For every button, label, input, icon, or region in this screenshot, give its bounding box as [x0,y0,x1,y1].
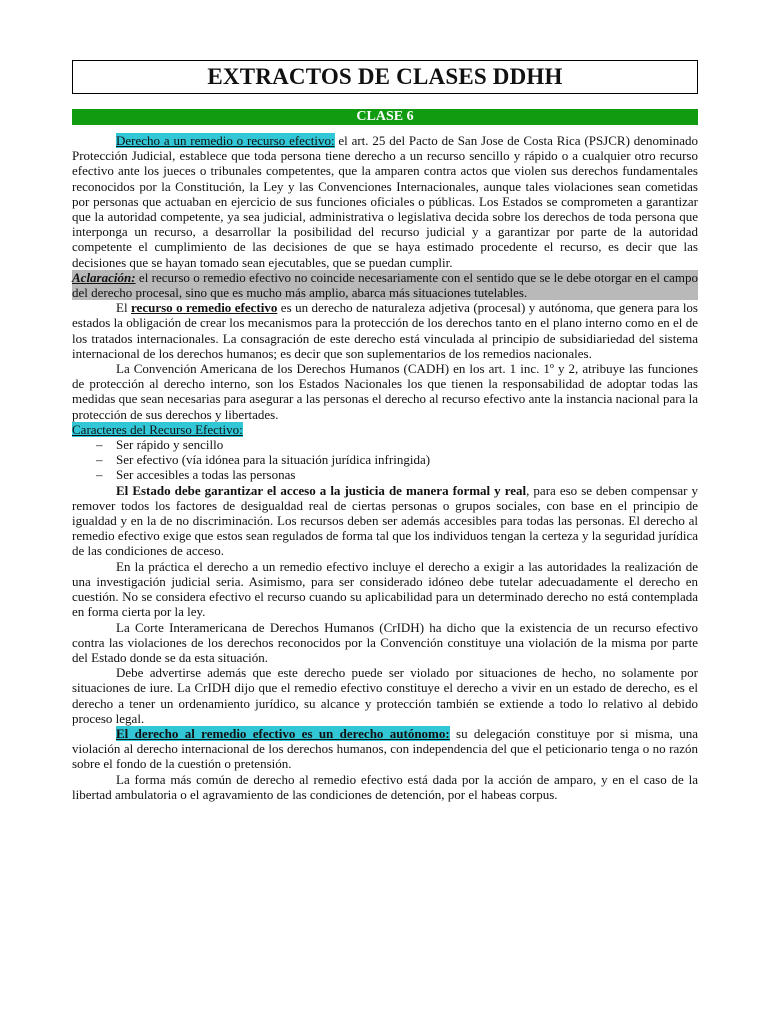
paragraph-text: El [116,300,132,316]
paragraph-derecho-autonomo [72,726,698,772]
bold-term: recurso o remedio efectivo [131,300,278,316]
document-page [72,60,698,802]
highlighted-heading: Derecho a un remedio o recurso efectivo: [116,133,335,148]
list-item: – Ser efectivo (vía idónea para la situación jurídica infringida) [96,452,698,467]
paragraph-recurso-efectivo [72,133,698,270]
paragraph-text: el recurso o remedio efectivo no coincide necesariamente con el sentido que se le debe otorgar en el campo del derecho procesal, sino que es mucho más amplio, abarca más situaciones tutelables. [72,269,698,301]
paragraph-amparo: La forma más común de derecho al remedio efectivo está dada por la acción de amparo, y en el caso de la libertad ambulatoria o el agravamiento de las condiciones de detención, por el habeas corpus. [72,771,698,802]
document-title: EXTRACTOS DE CLASES DDHH [72,60,698,94]
paragraph-cadh: La Convención Americana de los Derechos Humanos (CADH) en los art. 1 inc. 1º y 2, atribuye las funciones de protección al derecho interno, son los Estados Nacionales los que tienen la responsabilidad de adoptar todas las medidas que sean necesarias para asegurar a las personas el derecho al recurso efectivo ante la instancia nacional para la protección de sus derechos y libertades. [72,361,698,422]
clase-banner: CLASE 6 [72,109,698,125]
document-body [72,133,698,802]
caracteres-heading-line [72,422,698,437]
paragraph-text: su delegación constituye por si misma, una violación al derecho internacional de los derechos humanos, con independencia del que el peticionario tenga o no razón sobre el fondo de la cuestión o pretensión. [72,725,698,772]
caracteres-list [72,437,698,483]
list-item: – Ser accesibles a todas las personas [96,467,698,482]
paragraph-text: el art. 25 del Pacto de San Jose de Costa Rica (PSJCR) denominado Protección Judicial, establece que toda persona tiene derecho a un recurso sencillo y rápido o a cualquier otro recurso efectivo ante los jueces o tribunales competentes, que la amparen contra actos que violen sus derechos fundamentales reconocidos por la Constitución, la Ley y las Convenciones Internacionales, aunque tales violaciones sean cometidas por personas que actuaban en ejercicio de sus funciones oficiales o públicas. Los Estados se comprometen a garantizar que la autoridad competente, ya sea judicial, administrativa o legislativa decida sobre los derechos de toda persona que interponga un recurso, a desarrollar la posibilidad del recurso judicial y a garantizar por parte de la autoridad competente el cumplimiento de las decisiones de que se haya estimado procedente el recurso, es decir que las decisiones que se hayan tomado sean ejecutables, que se puedan cumplir. [72,133,698,270]
list-item: – Ser rápido y sencillo [96,437,698,452]
paragraph-cridh: La Corte Interamericana de Derechos Humanos (CrIDH) ha dicho que la existencia de un recurso efectivo contra las violaciones de los derechos reconocidos por la Convención constituye una violación de la misma por parte del Estado donde se da esta situación. [72,619,698,665]
aclaracion-label: Aclaración: [72,269,136,285]
highlighted-heading: Caracteres del Recurso Efectivo: [72,421,243,437]
paragraph-naturaleza [72,300,698,361]
paragraph-text: es un derecho de naturaleza adjetiva (procesal) y autónoma, que genera para los estados la obligación de crear los mecanismos para la protección de los derechos tanto en el plano interno como en el de los tratados internacionales. La consagración de este derecho está vinculada al principio de subsidiariedad del sistema internacional de los derechos humanos; es decir que son suplementarios de los remedios nacionales. [72,300,698,361]
paragraph-text: , para eso se deben compensar y remover todos los factores de desigualdad real de ciertas personas o grupos sociales, con base en el principio de igualdad y en la de no discriminación. Los recursos deben ser además accesibles para todas las personas. El derecho al remedio efectivo exige que estos sean regulados de forma tal que los individuos tengan la certeza y la seguridad jurídica de las condiciones de acceso. [72,482,698,559]
highlighted-heading: El derecho al remedio efectivo es un derecho autónomo: [116,725,450,741]
paragraph-practica: En la práctica el derecho a un remedio efectivo incluye el derecho a exigir a las autoridades la realización de una investigación judicial seria. Asimismo, para ser considerado idóneo debe tutelar adecuadamente el derecho en cuestión. No se considera efectivo el recurso cuando su aplicabilidad para un determinado derecho no está contemplada en forma cierta por la ley. [72,558,698,620]
paragraph-aclaracion [72,270,698,300]
paragraph-situaciones-hecho: Debe advertirse además que este derecho puede ser violado por situaciones de hecho, no solamente por situaciones de iure. La CrIDH dijo que el remedio efectivo constituye el derecho a vivir en un estado de derecho, es el derecho a tener un ordenamiento jurídico, su alcance y protección también se extiende a todo lo relativo al debido proceso legal. [72,665,698,726]
paragraph-acceso-justicia [72,483,698,559]
bold-statement: El Estado debe garantizar el acceso a la justicia de manera formal y real [116,482,527,498]
